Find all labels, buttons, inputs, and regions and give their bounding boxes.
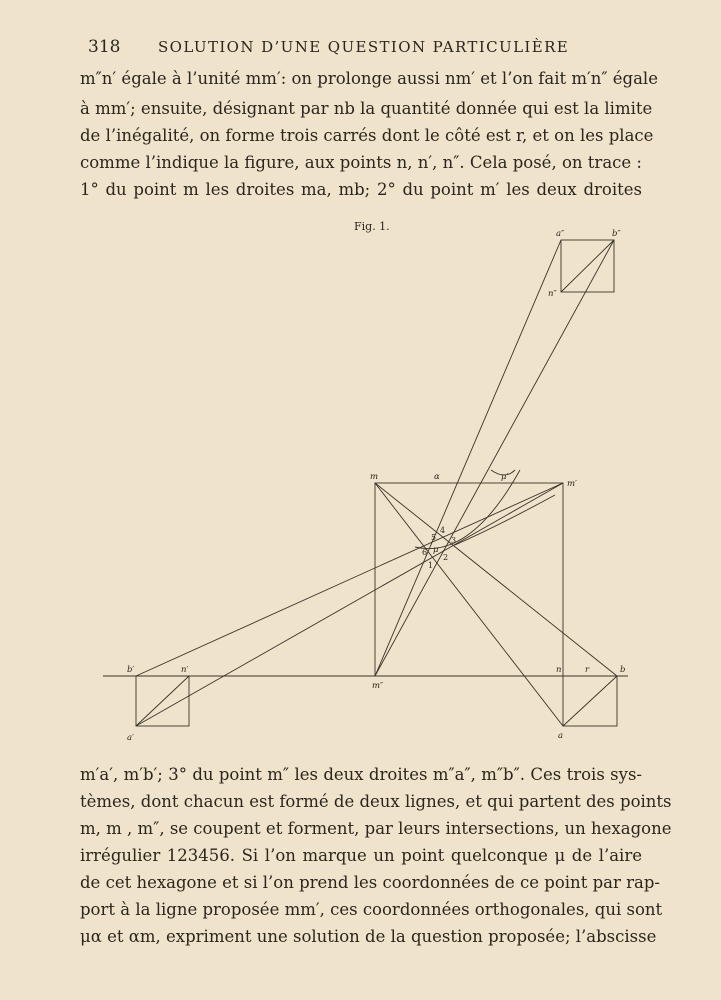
- text-line: 1° du point m les droites ma, mb; 2° du point m′ les deux droites: [80, 180, 642, 199]
- label-point-5: 5: [431, 533, 437, 542]
- label-point-4: 4: [440, 526, 446, 535]
- label-b-double: b″: [612, 229, 621, 239]
- label-n-double: n″: [548, 289, 557, 299]
- text-line: irrégulier 123456. Si l’on marque un point quelconque μ de l’aire: [80, 846, 642, 865]
- diag-n-prime: [136, 676, 189, 726]
- label-point-6: 6: [422, 548, 428, 557]
- label-n-prime: n′: [181, 665, 189, 675]
- label-m-double: m″: [372, 681, 384, 691]
- text-line: m″n′ égale à l’unité mm′: on prolonge aussi nm′ et l’on fait m′n″ égale: [80, 69, 658, 88]
- label-mu: μ: [433, 545, 439, 555]
- label-r: r: [585, 665, 590, 675]
- running-title: SOLUTION D’UNE QUESTION PARTICULIÈRE: [158, 38, 570, 56]
- line-m-prime-b-prime: [136, 483, 563, 676]
- label-a-prime: a′: [127, 733, 134, 743]
- text-line: μα et αm, expriment une solution de la question proposée; l’abscisse: [80, 927, 657, 946]
- label-a-double: a″: [556, 229, 565, 239]
- line-m2-b2: [375, 240, 614, 676]
- figure-caption: Fig. 1.: [354, 220, 390, 233]
- text-line: m′a′, m′b′; 3° du point m″ les deux droites m″a″, m″b″. Ces trois sys-: [80, 765, 642, 784]
- text-line: de cet hexagone et si l’on prend les coordonnées de ce point par rap-: [80, 873, 660, 892]
- line-ma: [375, 483, 563, 726]
- label-n: n: [556, 665, 562, 675]
- label-m: m: [370, 472, 379, 482]
- text-line: m, m , m″, se coupent et forment, par leurs intersections, un hexagone: [80, 819, 672, 838]
- text-line: comme l’indique la figure, aux points n, n′, n″. Cela posé, on trace :: [80, 153, 642, 172]
- label-b-prime: b′: [127, 665, 135, 675]
- label-point-1: 1: [428, 561, 434, 570]
- text-line: à mm′; ensuite, désignant par nb la quantité donnée qui est la limite: [80, 99, 653, 118]
- text-line: de l’inégalité, on forme trois carrés dont le côté est r, et on les place: [80, 126, 654, 145]
- text-line: port à la ligne proposée mm′, ces coordonnées orthogonales, qui sont: [80, 900, 663, 919]
- line-m-prime-a-prime: [136, 483, 563, 726]
- unit-square: [375, 483, 563, 676]
- diag-n-double: [561, 240, 614, 292]
- label-b: b: [620, 665, 626, 675]
- label-mu-prime: μ′: [501, 472, 509, 482]
- page-number: 318: [88, 37, 121, 57]
- diag-n: [563, 676, 617, 726]
- line-mb: [375, 483, 617, 676]
- label-point-2: 2: [443, 553, 449, 562]
- text-line: tèmes, dont chacun est formé de deux lignes, et qui partent des points: [80, 792, 672, 811]
- line-m2-a2: [375, 240, 561, 676]
- label-alpha: α: [434, 472, 440, 482]
- label-m-prime: m′: [567, 479, 577, 489]
- label-point-3: 3: [451, 536, 457, 545]
- label-a: a: [558, 731, 564, 741]
